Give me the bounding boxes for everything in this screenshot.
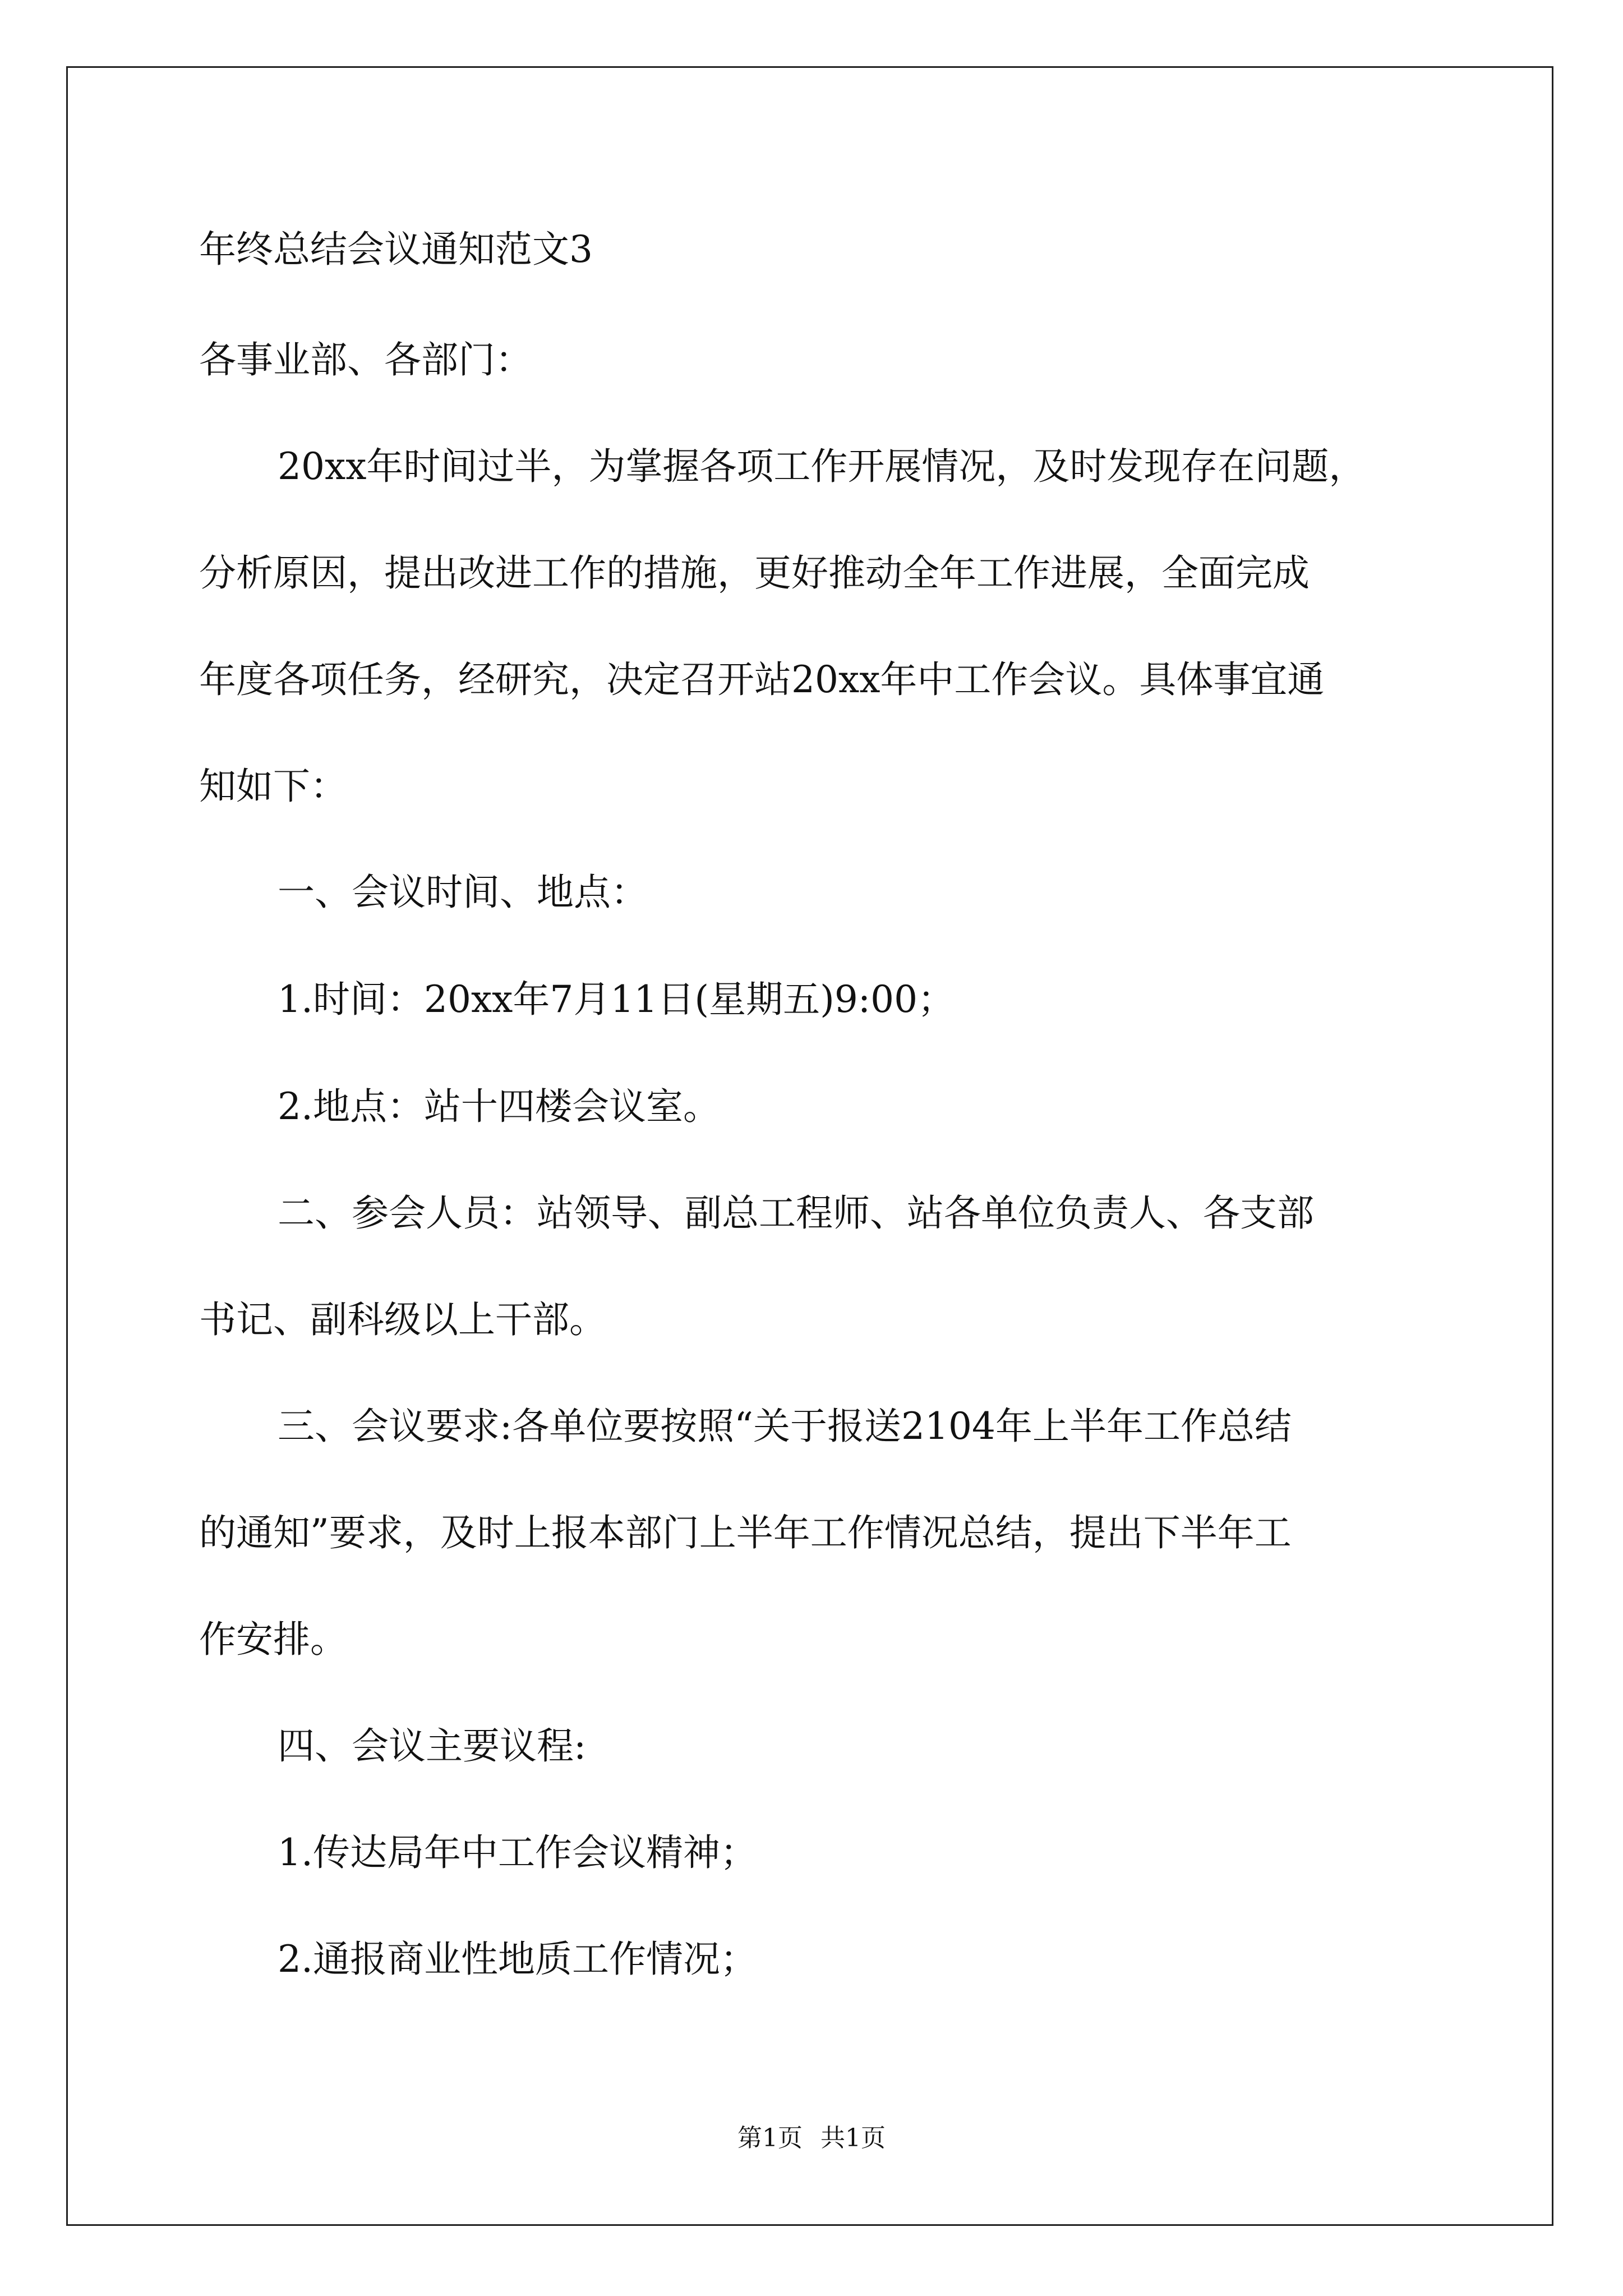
section2-line-2: 书记、副科级以上干部。 xyxy=(199,1298,606,1341)
section3-line-1: 三、会议要求:各单位要按照“关于报送2104年上半年工作总结 xyxy=(278,1405,1292,1448)
section1-item-time: 1.时间：20xx年7月11日(星期五)9:00； xyxy=(278,978,955,1021)
paragraph1-line-1: 20xx年时间过半，为掌握各项工作开展情况，及时发现存在问题， xyxy=(278,445,1366,488)
salutation: 各事业部、各部门： xyxy=(199,338,532,381)
section3-line-2: 的通知”要求，及时上报本部门上半年工作情况总结，提出下半年工 xyxy=(199,1511,1292,1554)
paragraph1-line-3: 年度各项任务，经研究，决定召开站20xx年中工作会议。具体事宜通 xyxy=(199,658,1325,701)
section1-heading: 一、会议时间、地点： xyxy=(278,871,648,914)
section4-item-1: 1.传达局年中工作会议精神； xyxy=(278,1831,757,1874)
page-number-total: 共1页 xyxy=(820,2124,886,2152)
section3-line-3: 作安排。 xyxy=(199,1618,347,1661)
document-title: 年终总结会议通知范文3 xyxy=(199,228,593,271)
page-border xyxy=(66,66,1553,2226)
page-number-current: 第1页 xyxy=(737,2124,803,2152)
section1-item-location: 2.地点：站十四楼会议室。 xyxy=(278,1085,720,1128)
page-footer xyxy=(0,2122,1623,2155)
section4-item-2: 2.通报商业性地质工作情况； xyxy=(278,1938,757,1981)
section2-line-1: 二、参会人员：站领导、副总工程师、站各单位负责人、各支部 xyxy=(278,1191,1314,1235)
paragraph1-line-4: 知如下： xyxy=(199,765,347,808)
section4-heading: 四、会议主要议程: xyxy=(278,1724,587,1768)
paragraph1-line-2: 分析原因，提出改进工作的措施，更好推动全年工作进展，全面完成 xyxy=(199,551,1310,595)
